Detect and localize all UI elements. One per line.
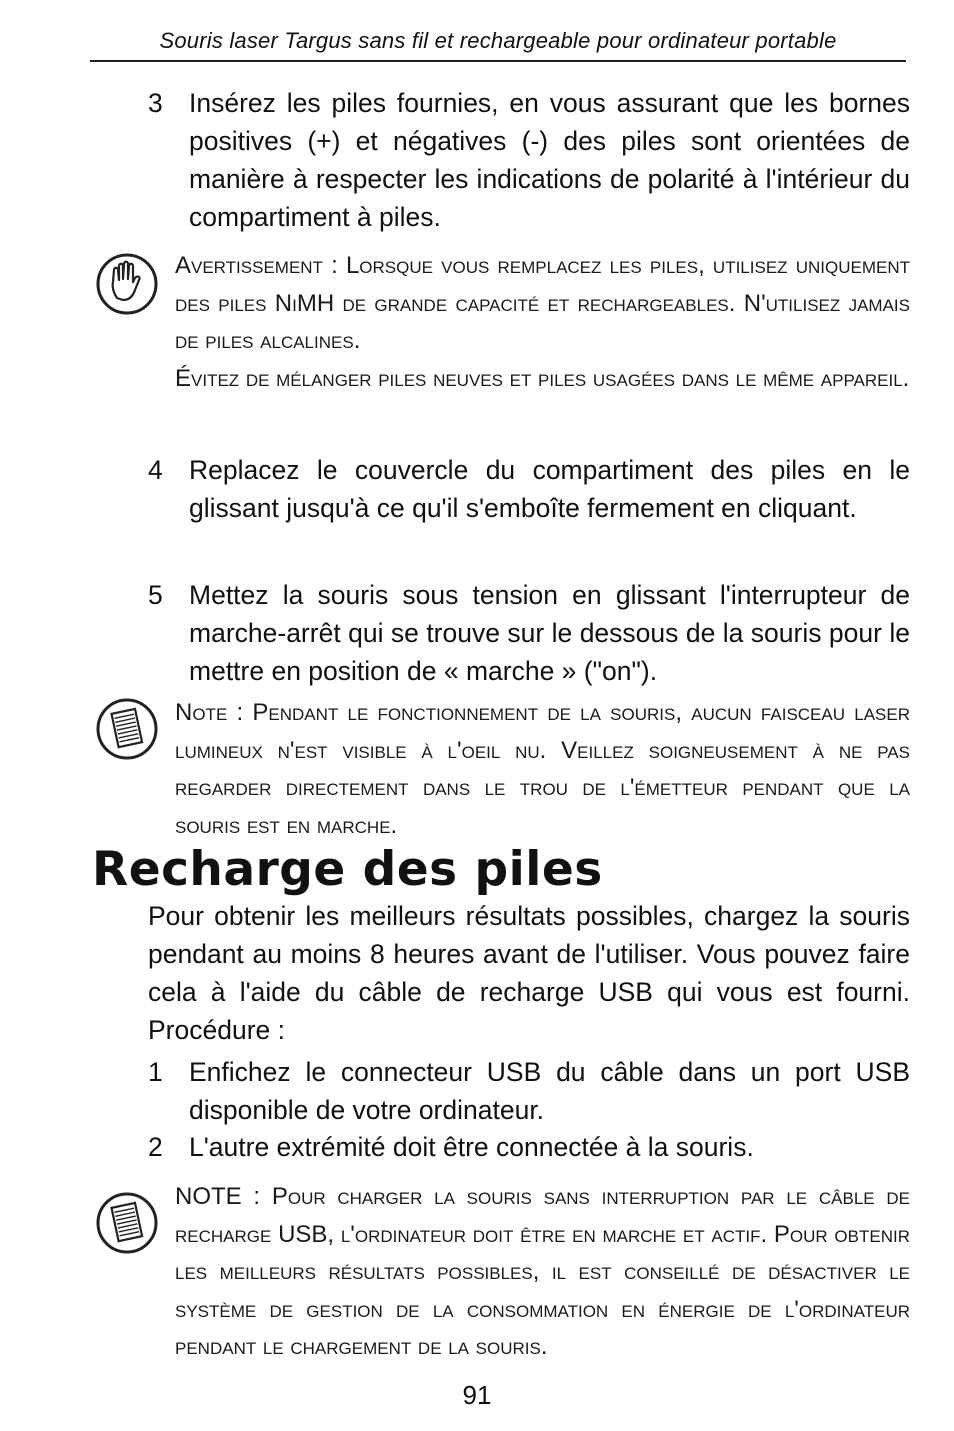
running-header: Souris laser Targus sans fil et rechargeable pour ordinateur portable xyxy=(90,28,906,62)
step-text: Replacez le couvercle du compartiment des piles en le glissant jusqu'à ce qu'il s'emboîte fermement en cliquant. xyxy=(189,455,910,523)
step-text: Insérez les piles fournies, en vous assurant que les bornes positives (+) et négatives (-) des piles sont orientées de manière à respecter les indications de polarité à l'intérieur du compartiment à piles. xyxy=(189,88,910,232)
note-text: Note : Pendant le fonctionnement de la souris, aucun faisceau laser lumineux n'est visible à l'oeil nu. Veillez soigneusement à ne pas regarder directement dans le trou de l'émetteur pendant que la souris est en marche. xyxy=(175,699,910,839)
section-intro: Pour obtenir les meilleurs résultats possibles, chargez la souris pendant au moins 8 heures avant de l'utiliser. Vous pouvez faire cela à l'aide du câble de recharge USB qui vous est fourni. Procédure : xyxy=(148,901,910,1045)
notepad-icon xyxy=(95,697,159,761)
step-1 xyxy=(148,1053,910,1129)
step-number: 2 xyxy=(148,1132,163,1162)
step-4 xyxy=(148,451,910,527)
step-number: 4 xyxy=(148,455,163,485)
warning-text-2: Évitez de mélanger piles neuves et piles usagées dans le même appareil. xyxy=(175,364,910,392)
notepad-icon xyxy=(95,1191,159,1255)
step-text: Enfichez le connecteur USB du câble dans un port USB disponible de votre ordinateur. xyxy=(189,1057,910,1125)
note-text: NOTE : Pour charger la souris sans interruption par le câble de recharge USB, l'ordinateur doit être en marche et actif. Pour obtenir les meilleurs résultats possibles, il est conseillé de désactiver le système de gestion de la consommation en énergie de l'ordinateur pendant le chargement de la souris. xyxy=(175,1183,910,1360)
step-text: L'autre extrémité doit être connectée à la souris. xyxy=(189,1132,754,1162)
step-number: 3 xyxy=(148,88,163,118)
step-2 xyxy=(148,1128,910,1166)
step-text: Mettez la souris sous tension en glissant l'interrupteur de marche-arrêt qui se trouve sur le dessous de la souris pour le mettre en position de « marche » ("on"). xyxy=(189,580,910,686)
warning-block xyxy=(175,247,910,397)
warning-text: Avertissement : Lorsque vous remplacez les piles, utilisez uniquement des piles NiMH de grande capacité et rechargeables. N'utilisez jamais de piles alcalines. xyxy=(175,252,910,354)
note-block-2 xyxy=(175,1178,910,1366)
step-number: 5 xyxy=(148,580,163,610)
step-number: 1 xyxy=(148,1057,163,1087)
page-number: 91 xyxy=(462,1380,492,1410)
step-3 xyxy=(148,84,910,236)
section-heading: Recharge des piles xyxy=(92,842,603,897)
note-block-1 xyxy=(175,694,910,844)
step-5 xyxy=(148,576,910,690)
hand-stop-icon xyxy=(95,252,159,316)
